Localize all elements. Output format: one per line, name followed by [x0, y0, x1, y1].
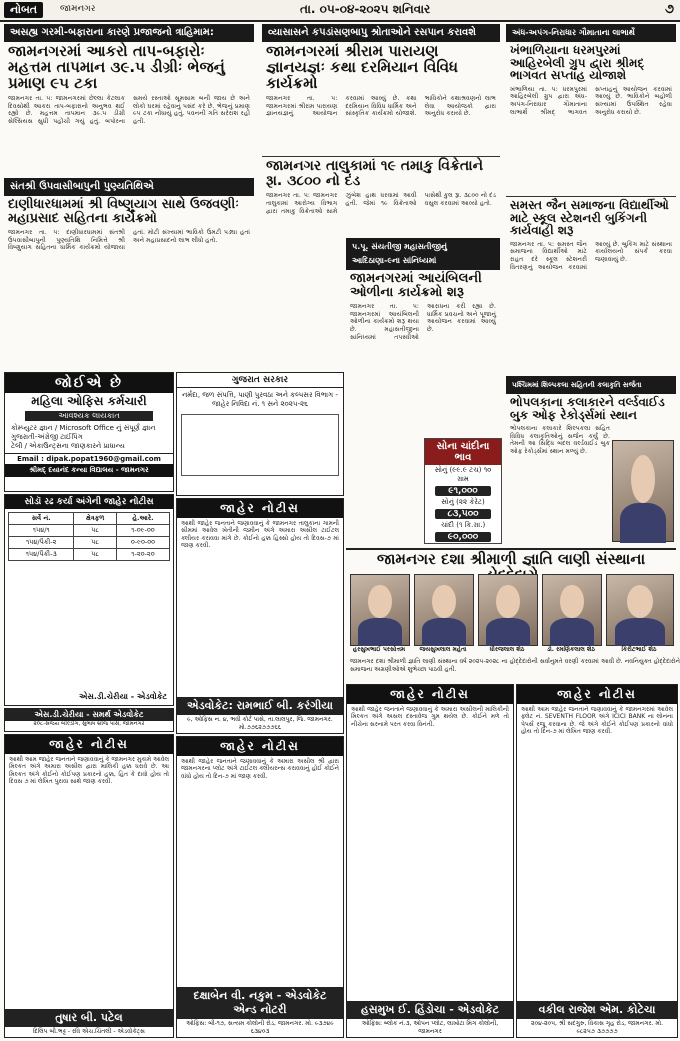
notice-title: જાહેર નોટીસ	[177, 737, 343, 756]
samaj-body: જામનગર દશા શ્રીમાળી જ્ઞાતિ લાણી સંસ્થાના વર્ષ ૨૦૨૫-૨૦૨૮ ના હોદ્દેદારોની સર્વાનુમતે વરણી કરવામાં આવી છે. નવનિયુક્ત હોદ્દેદારોને સમાજના અગ્રણીઓએ શુભેચ્છા પાઠવી હતી.	[350, 658, 680, 673]
notice-title: જાહેર નોટીસ	[347, 685, 513, 704]
article-body: જામનગર તા. ૫: જામનગરમાં છેલ્લા કેટલાક દિવસોથી આકરા તાપ-બફારાનો અનુભવ થઈ રહ્યો છે. મહત્તમ તાપમાન ૩૯.૫ ડીગ્રી સેલ્સિયસ સુધી પહોંચી ગયું હતું. બપોરના સમયે રસ્તાઓ સૂમસામ બની જાય છે અને લોકો ઘરમાં રહેવાનું પસંદ કરે છે. ભેજનું પ્રમાણ ૯૫ ટકા નોંધાયું હતું. પવનની ગતિ સરેરાશ રહી હતી.	[8, 95, 250, 126]
notice-body: આથી આમ જાહેર જનતાને જણાવવાનું કે જામનગર મુકામે આવેલ મિલ્કત અંગે અમારા અસીલ દ્વારા માલિકી હક્ક ધરાવે છે. આ મિલ્કત અંગે કોઈનો કોઈપણ પ્રકારનો હક્ક, હિત કે દાવો હોય તો દિવસ ૭ માં લેખિત પુરાવા સાથે જાણ કરવી.	[9, 756, 169, 786]
article-body: ભોપલકાના કલાકારે શિલ્પકલા સહિત વિવિધ કલાકૃતિઓનું સર્જન કર્યું છે. તેમની આ સિદ્ધિ બદલ વર્લ્ડવાઈડ બુક ઓફ રેકોર્ડ્સમાં સ્થાન મળ્યું છે.	[510, 425, 610, 455]
table-cell: ૫૮	[74, 549, 117, 561]
gold-value: ૮૩,૫૦૦	[435, 509, 491, 519]
ad-title: સોડૉ રઢ કર્યા અંગેની જાહેર નોટીસ	[5, 495, 173, 509]
masthead	[0, 0, 680, 22]
table-header: સર્વે નં.	[9, 513, 74, 525]
table-cell: ૫૮	[74, 525, 117, 537]
table-row	[9, 525, 170, 537]
notice-signature: દક્ષાબેન વી. નકુમ - એડવોકેટ એન્ડ નોટરી	[177, 987, 343, 1019]
ad-line: ગુજરાતી-અંગ્રેજી ટાઈપિંગ	[11, 433, 83, 441]
article-kicker: અંધ-અપંગ-નિરાધાર ગૌમાતાના લાભાર્થે	[506, 24, 676, 42]
bearer-photo	[478, 574, 538, 646]
article-saint	[4, 178, 254, 368]
ad-subtitle: આવશ્યક લાયકાત	[25, 411, 153, 421]
notice-title: જાહેર નોટીસ	[177, 499, 343, 518]
bearer-photo	[542, 574, 602, 646]
article-body: જામનગર તા. ૫: દાણીધારધામમાં સંતશ્રી ઉપવાસીબાપુની પુણ્યતિથિ નિમિત્તે શ્રી વિષ્ણુયાગ સહિતના ધાર્મિક કાર્યક્રમો યોજાયા હતાં. મોટી સંખ્યામાં ભાવિકો ઉમટી પડ્યા હતાં અને મહાપ્રસાદનો લાભ લીધો હતો.	[8, 229, 250, 252]
notice-body: આથી આમ જાહેર જનતાને જણાવવાનું કે જામનગરમાં આવેલ ફ્લેટ નં. SEVENTH FLOOR અંગે ICICI BANK ના લોનના પેપર્સ રજૂ કરવાના છે. જે અંગે કોઈને કોઈપણ પ્રકારનો વાંધો હોય તો દિન-૭ માં લેખિત જાણ કરવી.	[521, 706, 673, 736]
notice-address: ૯, ઓફિસ ન. ૪, ભવી કોર્ટ પાસે, તા.લાલપુર, જિ. જામનગર. મો.૭૭૬૨૭૭૭૬૬	[187, 716, 333, 731]
notice-address: દિલિપ બી.ભટ્ટ - રવિ એચ.ચિંતલી - એડવોકેટ્સ	[33, 1028, 145, 1035]
table-cell: ૧-૨૦-૨૦	[116, 549, 169, 561]
ad-title: જોઈએ છે	[5, 373, 173, 393]
page-number: ૭	[664, 2, 674, 17]
tender-grid	[181, 414, 339, 476]
gold-value: ૯૦,૦૦૦	[435, 532, 491, 542]
notice-address: ૨૦૪-૨૦૫, શ્રી સદગુરુ, વિકાસ ગૃહ રોડ, જામનગર. મો. ૯૮૨૫૭ ૩૭૭૭૭	[530, 1020, 664, 1035]
notice-body: આથી જાહેર જનતાને જણાવવાનું કે અમારા અસીલ શ્રી દ્વારા જામનગરના પ્લોટ અંગે ટાઈટલ ક્લીયરન્સ કરાવવાનું હોઈ કોઈને વાંધો હોય તો દિન-૭ માં જાણ કરવી.	[181, 758, 339, 780]
article-jain	[346, 238, 500, 366]
bearer-photo	[350, 574, 410, 646]
table-row	[9, 537, 170, 549]
bearer-photo	[606, 574, 674, 646]
notice-body: આથી જાહેર જનતાને જણાવવાનું કે અમારા અસીલની માલિકીની મિલ્કત અંગે અસલ દસ્તાવેજ ગુમ થયેલ છે. કોઈને મળે તો નીચેના સરનામે પરત કરવા વિનંતી.	[351, 706, 509, 728]
article-kicker: પ.પૂ. સંયતીજી મહાસતીજીનું આદિઠાણા-૯ના સાંનિધ્યમાં	[346, 238, 500, 270]
table-cell: ૧-૦૯-૦૦	[116, 525, 169, 537]
advocate-address: ૨૦૮-સંજય બીલ્ડીંગ, સુભાષ બ્રીજ પાસે, જામનગર	[33, 721, 145, 727]
bearer-name: કિરીટભાઈ શેઠ	[621, 646, 657, 653]
ad-tender	[4, 494, 174, 706]
notice-address: ઓફિસ: બી-૧૭, સત્યમ કોલોની રોડ, જામનગર. મો. ૯૩૭૪૯ ૬૩૪૦૩	[186, 1020, 334, 1035]
article-headline: ખંભાળિયાના ધરમપુરમાં આહિરબેલી ગ્રુપ દ્વારા શ્રીમદ્ ભાગવત સપ્તાહ યોજાશે	[510, 43, 645, 83]
bearer-name: ડો. રમણિકલાલ શેઠ	[546, 646, 596, 653]
bearer-name: જયસુખલાલ મહેતા	[419, 646, 467, 653]
table-cell: ૦-૯૦-૦૦	[116, 537, 169, 549]
notice-mid-1	[176, 498, 344, 734]
notice-title: જાહેર નોટીસ	[517, 685, 677, 704]
ad-signature: એસ.ડી.ચેરીયા - એડવોકેટ	[78, 692, 167, 701]
article-gaushala	[506, 24, 676, 192]
article-headline: જામનગર તાલુકામાં ૧૯ તમાકુ વિક્રેતાને રૂા. ૩૮૦૦ નો દંડ	[266, 158, 484, 189]
table-row	[9, 549, 170, 561]
article-body: જામનગર તા. ૫: જામનગરમાં શ્રીરામ પારાયણ જ્ઞાનયજ્ઞનું આયોજન કરવામાં આવ્યું છે. કથા દરમિયાન વિવિધ ધાર્મિક અને સાંસ્કૃતિક કાર્યક્રમો યોજાશે. ભાવિકોને કથાશ્રવણનો લાભ લેવા આયોજકો દ્વારા અનુરોધ કરાયો છે.	[266, 95, 496, 118]
gold-title: સોના ચાંદીના ભાવ	[425, 439, 501, 465]
notice-mid-3	[346, 684, 514, 1038]
gold-row-label: સોનું (૨૨ કેરેટ)	[441, 498, 485, 506]
article-headline: જામનગરમાં આકરો તાપ-બફારોઃ મહત્તમ તાપમાન ૩૯.૫ ડીગ્રીઃ ભેજનું પ્રમાણ ૯૫ ટકા	[8, 42, 225, 92]
article-headline: જામનગર દશા શ્રીમાળી જ્ઞાતિ લાણી સંસ્થાના	[376, 550, 646, 568]
article-body: જામનગર તા. ૫: સમસ્ત જૈન સમાજના વિદ્યાર્થીઓ માટે રાહત દરે સ્કૂલ સ્ટેશનરી વિતરણનું આયોજન કરવામાં આવ્યું છે. બુકિંગ માટે સંસ્થાના કાર્યાલયનો સંપર્ક કરવા જણાવાયું છે.	[510, 240, 672, 271]
article-body: જામનગર તા. ૫: જામનગરમાં આયંબિલની ઓળીના કાર્યક્રમો શરૂ થયા છે. મહાસતીજીના સાંનિધ્યમાં તપસ્વીઓ આરાધના કરી રહ્યા છે. ધાર્મિક પ્રવચનો અને પૂજાનું આયોજન કરવામાં આવ્યું છે.	[350, 303, 496, 341]
newspaper-logo: નોબત	[4, 2, 43, 18]
article-headline: જામનગરમાં શ્રીરામ પારાયણ જ્ઞાનયજ્ઞઃ કથા દરમિયાન વિવિધ કાર્યક્રમો	[266, 42, 459, 92]
table-cell: ૫૮	[74, 537, 117, 549]
notice-address: ઓફિસ: બ્લોક નં.૩, ઓપન પ્લોટ, લાખોટા મિગ કોલોની, જામનગર	[361, 1020, 499, 1035]
article-kicker: પશ્ચિમમાં શિલ્પકલા સહિતની કલાકૃતિ સર્જતા	[506, 376, 676, 394]
ad-line: કોમ્પ્યુટર જ્ઞાન / Microsoft Office નું સંપૂર્ણ જ્ઞાન	[11, 424, 156, 432]
article-katha	[262, 24, 500, 152]
notice-body: આથી જાહેર જનતાને જણાવવાનું કે જામનગર તાલુકાના ગામની સીમમાં આવેલ ખેતીની જમીન અંગે અમારા અસીલ ટાઈટલ ક્લીયર કરાવવા માંગે છે. કોઈનો હક્ક હિસ્સો હોય તો દિવસ-૭ માં જાણ કરવી.	[181, 520, 339, 550]
gold-row-label: સોનું (૯૯.૯ ટચ) ૧૦ ગ્રામ	[434, 466, 492, 483]
article-headline: જામનગરમાં આયંબિલની ઓળીના કાર્યક્રમો શરૂ	[350, 271, 482, 300]
notice-signature: વકીલ રાજેશ એમ. કોટેચા	[517, 1001, 677, 1019]
notice-signature: તુષાર બી. પટેલ	[5, 1009, 173, 1027]
ad-jobs	[4, 372, 174, 492]
survey-table	[8, 512, 170, 561]
table-header: ક્ષેત્રફળ	[74, 513, 117, 525]
article-kicker: સંતશ્રી ઉપવાસીબાપુની પુણ્યતિથિએ	[4, 178, 254, 196]
article-body: ખંભાળિયા તા. ૫: ધરમપુરમાં આહિરબેલી ગ્રુપ દ્વારા અંધ-અપંગ-નિરાધાર ગૌમાતાના લાભાર્થે શ્રીમદ્ ભાગવત સપ્તાહનું આયોજન કરવામાં આવ્યું છે. ભાવિકોને બહોળી સંખ્યામાં ઉપસ્થિત રહેવા અનુરોધ કરાયો છે.	[510, 85, 672, 116]
notice-signature: એડવોકેટ: રામભાઈ બી. કરંગીયા	[177, 697, 343, 715]
article-tobacco	[262, 156, 500, 237]
article-body: જામનગર તા. ૫: જામનગર તાલુકામાં આરોગ્ય વિભાગ દ્વારા તમાકુ વિક્રેતાઓ સામે ઝુંબેશ હાથ ધરવામાં આવી હતી. જેમાં ૧૯ વિક્રેતાઓ પાસેથી કુલ રૂા. ૩૮૦૦ નો દંડ વસુલ કરવામાં આવ્યો હતો.	[266, 192, 496, 215]
bearer-photo	[414, 574, 474, 646]
gold-rates-box	[424, 438, 502, 544]
article-headline: દાણીધારધામમાં શ્રી વિષ્ણુયાગ સાથે ઉજવણીઃ મહાપ્રસાદ સહિતના કાર્યક્રમો	[8, 197, 239, 226]
advocate-name: એસ.ડી.ચેરીયા - સમર્થ એડવોકેટ	[5, 709, 173, 721]
notice-title: જાહેર નોટીસ	[5, 735, 173, 754]
notice-signature: હસમુખ ઈ. હિંડોચા - એડવોકેટ	[347, 1001, 513, 1019]
ad-footer: શ્રીમદ્ દયાનંદ કન્યા વિદ્યાલય - જામનગર	[5, 464, 173, 477]
bearer-name: ધીરજલાલ શેઠ	[489, 646, 525, 653]
article-students	[506, 196, 676, 373]
bearer-name: હરસુખભાઈ પરસોત્તમ	[352, 646, 406, 653]
ad-title: ગુજરાત સરકાર	[177, 373, 343, 388]
notice-right	[516, 684, 678, 1038]
ad-email: Email : dipak.popat1960@gmail.com	[5, 453, 173, 464]
ad-line: ટેલી / એકાઉન્ટ્સના જાણકારને પ્રાધાન્ય	[11, 442, 125, 450]
table-header: હે.આરે.	[116, 513, 169, 525]
table-cell: ૧૫૪/પૈકી-૩	[9, 549, 74, 561]
article-heat	[4, 24, 254, 174]
article-headline: ભોપલકાના કલાકારને વર્લ્ડવાઈડ બુક ઓફ રેકોર્ડ્સમાં સ્થાન	[510, 395, 665, 422]
artist-photo	[612, 440, 674, 542]
article-headline: સમસ્ત જૈન સમાજના વિદ્યાર્થીઓ માટે સ્કૂલ સ્ટેશનરી બુકિંગની કાર્યવાહી શરૂ	[510, 198, 669, 238]
table-cell: ૧૫૪/પૈકી-૨	[9, 537, 74, 549]
article-kicker: અસહ્ય ગરમી-બફારાના કારણે પ્રજાજનો ત્રાહિમામ:	[4, 24, 254, 42]
article-kicker: વ્યાસાસને કપડાંસણબાપુ શ્રોતાઓને રસપાન કરાવશે	[262, 24, 500, 42]
gold-row-label: ચાંદી (૧ કિ.ગ્રા.)	[440, 521, 486, 529]
ad-body: નર્મદા, જળ સંપત્તિ, પાણી પુરવઠા અને કલ્પસર વિભાગ - જાહેર નિવિદા નં. ૧ સને ૨૦૨૫-૨૬	[182, 391, 338, 408]
notice-mid-2	[176, 736, 344, 1038]
dateline: તા. ૦૫-૦૪-૨૦૨૫ શનિવાર	[300, 2, 431, 16]
edition-label: જામનગર	[60, 4, 96, 14]
ad-advocate	[4, 708, 174, 732]
gold-value: ૯૧,૦૦૦	[435, 486, 491, 496]
table-cell: ૧૫૪/૧	[9, 525, 74, 537]
notice-left	[4, 734, 174, 1038]
ad-government	[176, 372, 344, 496]
ad-role: મહિલા ઓફિસ કર્મચારી	[31, 394, 147, 408]
